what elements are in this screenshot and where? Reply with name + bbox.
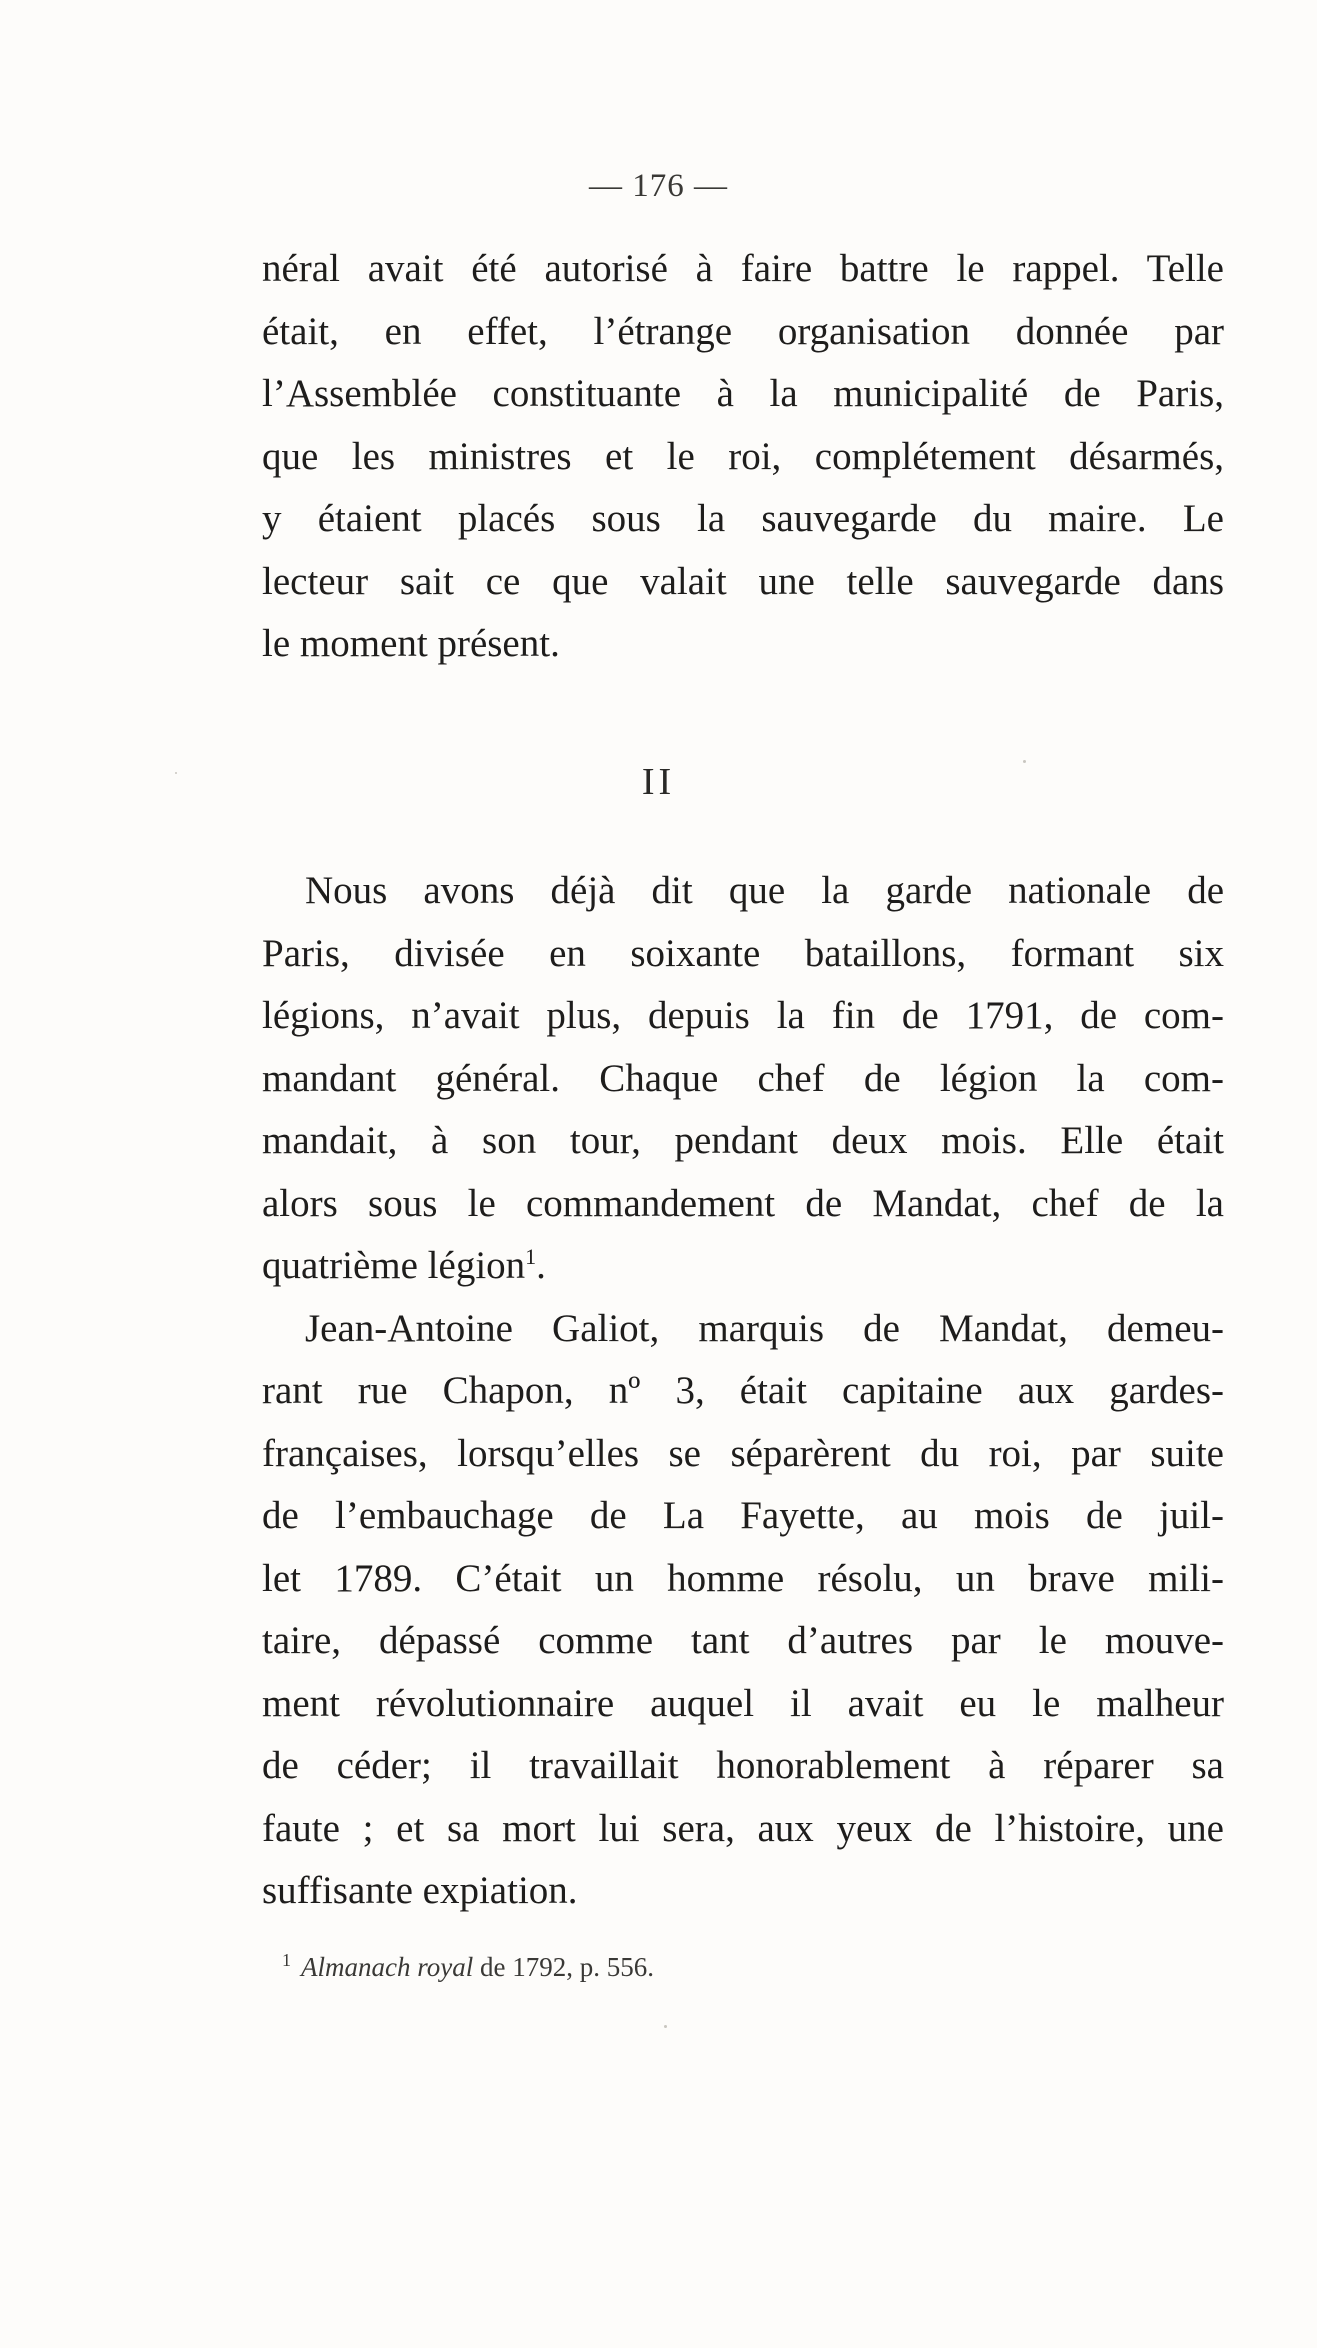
text-fragment: quatrième légion <box>262 1244 526 1287</box>
text-line: alors sous le commandement de Mandat, chef de la <box>262 1181 1224 1225</box>
paper-speck <box>664 2025 667 2028</box>
text-line: Jean-Antoine Galiot, marquis de Mandat, demeu- <box>305 1306 1224 1350</box>
text-line: néral avait été autorisé à faire battre le rappel. Telle <box>262 247 1224 290</box>
text-line: ment révolutionnaire auquel il avait eu le malheur <box>262 1681 1224 1725</box>
continued-paragraph <box>262 238 1224 676</box>
text-line: Paris, divisée en soixante bataillons, formant six <box>262 931 1224 975</box>
text-line: le moment présent. <box>262 622 560 665</box>
footnote-reference: 1 <box>525 1244 537 1269</box>
text-fragment: . <box>536 1244 546 1287</box>
footnote-mark: 1 <box>282 1950 291 1970</box>
text-line: suffisante expiation. <box>262 1869 578 1912</box>
text-line: de l’embauchage de La Fayette, au mois de juil- <box>262 1494 1224 1537</box>
section-body <box>262 860 1224 1923</box>
text-line: y étaient placés sous la sauvegarde du maire. Le <box>262 497 1224 540</box>
text-line: faute ; et sa mort lui sera, aux yeux de l’histoire, une <box>262 1806 1224 1850</box>
text-line: mandait, à son tour, pendant deux mois. Elle était <box>262 1119 1224 1162</box>
text-line: était, en effet, l’étrange organisation donnée par <box>262 309 1224 353</box>
paper-speck <box>1023 760 1026 763</box>
text-line: lecteur sait ce que valait une telle sauvegarde dans <box>262 559 1224 603</box>
text-line: que les ministres et le roi, complétement désarmés, <box>262 434 1224 478</box>
text-line: rant rue Chapon, nº 3, était capitaine aux gardes- <box>262 1369 1224 1412</box>
text-line: taire, dépassé comme tant d’autres par le mouve- <box>262 1619 1224 1662</box>
page-number: — 176 — <box>589 168 728 204</box>
text-line: mandant général. Chaque chef de légion la com- <box>262 1056 1224 1100</box>
text-line-with-note <box>262 1235 1224 1298</box>
text-line: l’Assemblée constituante à la municipalité de Paris, <box>262 372 1224 415</box>
footnote-title: Almanach royal <box>301 1952 474 1982</box>
text-line: let 1789. C’était un homme résolu, un brave mili- <box>262 1556 1224 1600</box>
footnote-text: de 1792, p. 556. <box>473 1952 654 1982</box>
section-heading: II <box>641 761 676 803</box>
text-line: légions, n’avait plus, depuis la fin de 1791, de com- <box>262 994 1224 1037</box>
text-line: françaises, lorsqu’elles se séparèrent du roi, par suite <box>262 1431 1224 1475</box>
text-line: de céder; il travaillait honorablement à réparer sa <box>262 1744 1224 1787</box>
text-line: Nous avons déjà dit que la garde nationale de <box>305 869 1224 912</box>
paper-speck <box>175 772 177 774</box>
footnote <box>282 1950 654 1983</box>
